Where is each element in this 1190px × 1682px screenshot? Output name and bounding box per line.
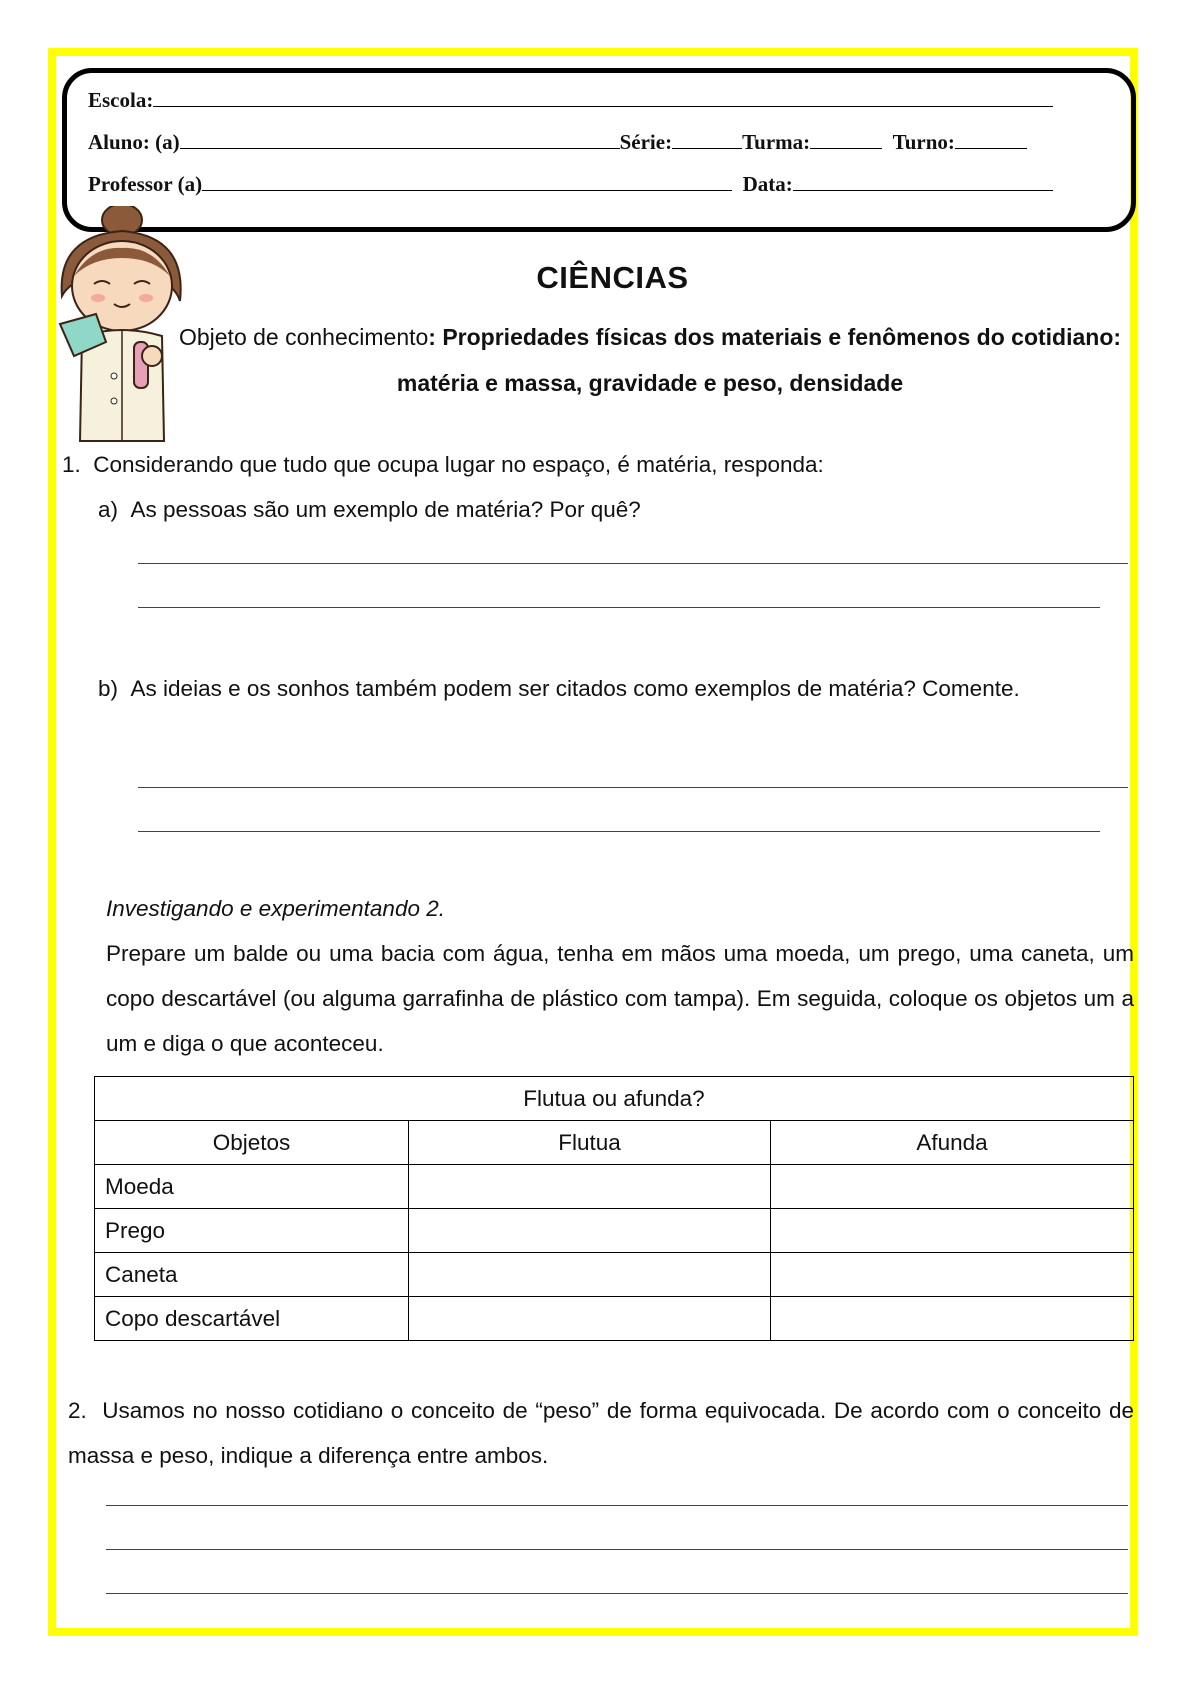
question-2-text: Usamos no nosso cotidiano o conceito de “peso” de forma equivocada. De acordo com o conceito de massa e peso, indique a diferença entre ambos. (68, 1398, 1134, 1468)
objective-topic: : Propriedades físicas dos materiais e fenômenos do cotidiano: matéria e massa, gravidade e peso, densidade (396, 324, 1122, 396)
question-1-text: Considerando que tudo que ocupa lugar no espaço, é matéria, responda: (93, 452, 824, 477)
answer-line[interactable] (138, 607, 1100, 608)
answer-line[interactable] (106, 1549, 1128, 1550)
question-2-number: 2. (68, 1398, 87, 1423)
answer-line[interactable] (138, 831, 1100, 832)
serie-label: Série: (619, 130, 673, 154)
answer-line[interactable] (138, 563, 1128, 564)
escola-field[interactable] (153, 88, 1053, 107)
professor-label: Professor (a) (88, 172, 203, 196)
aluno-label: Aluno: (a) (88, 130, 180, 154)
table-header-afunda: Afunda (771, 1121, 1134, 1165)
turma-field[interactable] (810, 130, 882, 149)
professor-line (88, 172, 1053, 197)
question-1b-text: As ideias e os sonhos também podem ser citados como exemplos de matéria? Comente. (130, 676, 1020, 701)
object-name: Copo descartável (95, 1297, 409, 1341)
serie-field[interactable] (672, 130, 742, 149)
question-1b-marker: b) (98, 676, 119, 701)
afunda-cell[interactable] (771, 1209, 1134, 1253)
table-row (95, 1297, 1134, 1341)
turma-label: Turma: (742, 130, 811, 154)
object-name: Caneta (95, 1253, 409, 1297)
question-1a-marker: a) (98, 497, 119, 522)
turno-label: Turno: (892, 130, 955, 154)
professor-field[interactable] (202, 172, 732, 191)
answer-line[interactable] (138, 787, 1128, 788)
escola-label: Escola: (88, 88, 154, 112)
table-row (95, 1165, 1134, 1209)
escola-line (88, 88, 1053, 113)
table-caption: Flutua ou afunda? (95, 1077, 1134, 1121)
table-row (95, 1253, 1134, 1297)
answer-line[interactable] (106, 1593, 1128, 1594)
float-or-sink-table (94, 1076, 1134, 1341)
aluno-line (88, 130, 1027, 155)
question-1a (98, 497, 641, 523)
question-1 (62, 452, 824, 478)
turno-field[interactable] (955, 130, 1027, 149)
table-row (95, 1209, 1134, 1253)
question-2 (68, 1388, 1134, 1478)
question-1a-text: As pessoas são um exemplo de matéria? Por quê? (130, 497, 641, 522)
data-label: Data: (742, 172, 793, 196)
afunda-cell[interactable] (771, 1297, 1134, 1341)
table-header-objetos: Objetos (95, 1121, 409, 1165)
data-field[interactable] (793, 172, 1053, 191)
answer-line[interactable] (106, 1505, 1128, 1506)
experiment-heading: Investigando e experimentando 2. (106, 896, 445, 921)
object-name: Moeda (95, 1165, 409, 1209)
afunda-cell[interactable] (771, 1165, 1134, 1209)
aluno-field[interactable] (180, 130, 620, 149)
flutua-cell[interactable] (409, 1253, 771, 1297)
learning-objective (170, 314, 1130, 406)
page-title: CIÊNCIAS (536, 260, 689, 295)
objective-prefix: Objeto de conhecimento (178, 324, 429, 350)
flutua-cell[interactable] (409, 1209, 771, 1253)
question-1-number: 1. (62, 452, 81, 477)
experiment-instructions: Prepare um balde ou uma bacia com água, tenha em mãos uma moeda, um prego, uma caneta, um copo descartável (ou alguma garrafinha de plástico com tampa). Em seguida, coloque os objetos um a um e diga o que aconteceu. (106, 941, 1134, 1056)
table-header-flutua: Flutua (409, 1121, 771, 1165)
object-name: Prego (95, 1209, 409, 1253)
flutua-cell[interactable] (409, 1165, 771, 1209)
flutua-cell[interactable] (409, 1297, 771, 1341)
afunda-cell[interactable] (771, 1253, 1134, 1297)
question-1b (98, 666, 1134, 711)
